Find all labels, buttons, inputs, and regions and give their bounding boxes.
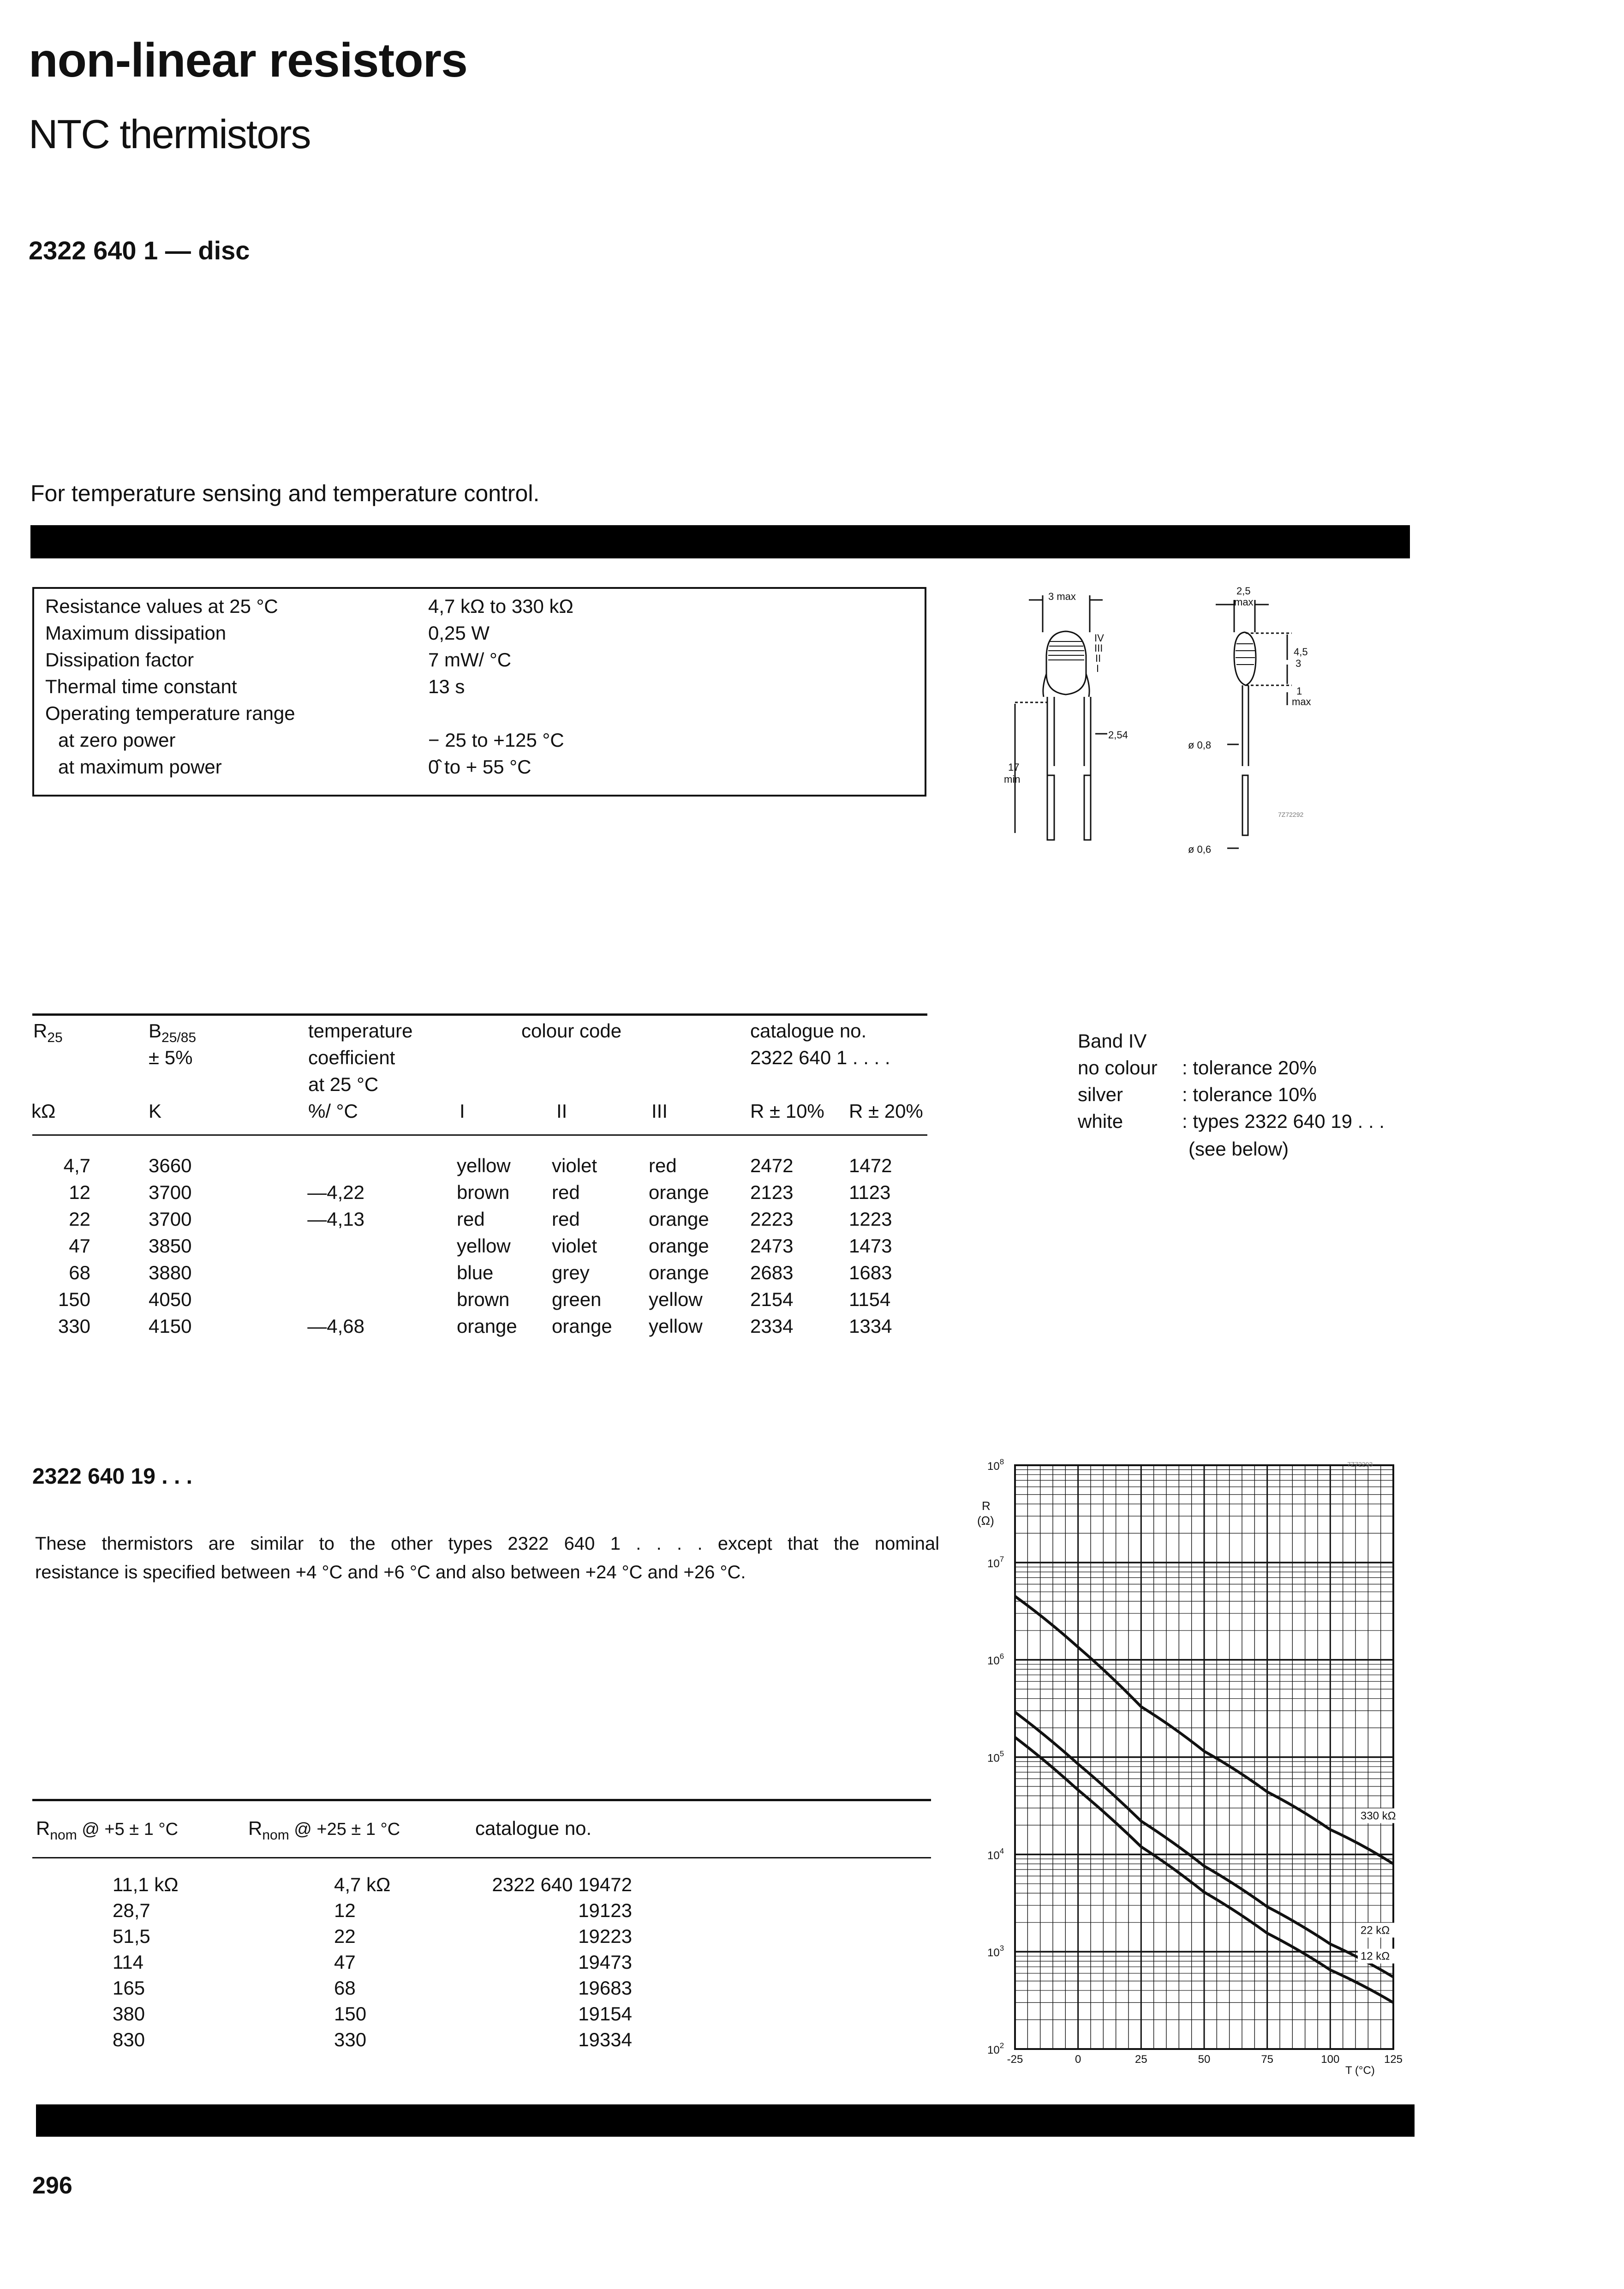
header-r25: $R_{25}$ [33,1020,63,1045]
table-cell: 1472 [849,1155,892,1176]
table-cell: 19683 [578,1977,632,1999]
lead-left-lower [1047,775,1054,840]
table-cell: 2123 [750,1181,794,1203]
y-tick-label: $10^2$ [987,2041,1004,2056]
table-cell: orange [649,1262,709,1283]
x-tick-label: 125 [1384,2053,1403,2066]
table-cell: 47 [334,1951,356,1973]
dim-label: 3 [1296,658,1302,669]
dim-label: 2,54 [1108,729,1128,741]
x-tick-label: 25 [1134,2053,1147,2066]
disc-hatch [1048,641,1084,660]
table-cell: —4,13 [307,1208,364,1230]
lead-right-lower [1084,775,1091,840]
header-unit: kΩ [31,1100,56,1122]
band-note-value: : tolerance 10% [1182,1084,1317,1105]
chart-x-label: T (°C) [1345,2064,1375,2077]
table-cell: 3700 [149,1208,192,1230]
table-cell: 19123 [578,1900,632,1921]
page-subtitle: NTC thermistors [29,111,310,157]
table-cell: green [552,1288,602,1310]
header-band: II [556,1100,567,1122]
table-cell: 2322 640 19472 [492,1874,632,1895]
table-cell: —4,68 [307,1315,364,1337]
x-tick-label: 0 [1075,2053,1081,2066]
band-note-key: white [1078,1110,1123,1132]
table-cell: red [552,1208,580,1230]
page-number: 296 [32,2172,72,2199]
table-cell: 3880 [149,1262,192,1283]
table-cell: 330 [58,1315,90,1337]
table-cell: yellow [457,1155,511,1176]
table-cell: brown [457,1181,510,1203]
table-header-rule [32,1134,927,1136]
table-cell: brown [457,1288,510,1310]
dim-label: 2,5 [1236,585,1251,597]
table-cell: 1473 [849,1235,892,1257]
chart-y-unit: (Ω) [977,1514,994,1528]
table-cell: 150 [334,2003,367,2025]
header-b: $B_{25/85}$ [149,1020,197,1045]
header-catalogue: catalogue no. [750,1020,867,1042]
table-cell: orange [649,1235,709,1257]
table-cell: 114 [113,1951,143,1973]
spec-value: − 25 to +125 °C [428,729,564,751]
table-cell: 2683 [750,1262,794,1283]
disc-body [1046,631,1086,695]
table-cell: yellow [649,1315,703,1337]
table-cell: 1123 [849,1181,891,1203]
table-cell: blue [457,1262,494,1283]
x-tick-label: 50 [1198,2053,1211,2066]
spec-value: 7 mW/ °C [428,649,512,671]
table-cell: violet [552,1155,597,1176]
spec-label: Operating temperature range [45,702,295,724]
page-title: non-linear resistors [29,34,467,87]
table-cell: 12 [69,1181,90,1203]
side-hatch [1236,644,1255,665]
band-label: I [1096,663,1099,674]
dim-label: 3 max [1048,591,1076,602]
table-cell: 19334 [578,2029,632,2050]
series-label: 22 kΩ [1360,1924,1390,1937]
y-tick-label: $10^4$ [987,1846,1004,1862]
table-cell: 22 [334,1925,356,1947]
nom-header-5: $R_{nom}$ @ +5 ± 1 °C [36,1817,179,1843]
section2-heading: 2322 640 19 . . . [32,1464,192,1489]
band-note-key: no colour [1078,1057,1158,1079]
type-heading: 2322 640 1 — disc [29,236,250,265]
chart-curves [1015,1596,1402,2003]
dim-label: 17 [1008,761,1020,773]
table-cell: 12 [334,1900,356,1921]
table-cell: 380 [113,2003,145,2025]
y-tick-label: $10^7$ [987,1554,1004,1570]
series-label: 12 kΩ [1360,1950,1390,1963]
table-cell: 4150 [149,1315,192,1337]
dim-label: ø 0,8 [1188,739,1212,751]
resistance-temperature-chart [969,1440,1412,2077]
header-band: I [460,1100,465,1122]
header-unit: %/ °C [308,1100,358,1122]
table-cell: orange [649,1208,709,1230]
nom-header-25: $R_{nom}$ @ +25 ± 1 °C [248,1817,400,1843]
nom-table-header-rule [32,1857,931,1858]
table-cell: orange [552,1315,612,1337]
spec-label: Maximum dissipation [45,622,227,644]
y-tick-label: $10^8$ [987,1457,1004,1473]
table-cell: 68 [69,1262,90,1283]
band-label: II [1095,653,1101,664]
drawing-ref: 7Z72292 [1278,811,1304,818]
table-cell: 2472 [750,1155,794,1176]
table-cell: 1683 [849,1262,892,1283]
x-tick-label: 100 [1321,2053,1340,2066]
outline-drawing [987,581,1366,868]
spec-label: at maximum power [58,756,222,778]
y-tick-label: $10^5$ [987,1749,1004,1765]
table-cell: grey [552,1262,590,1283]
y-tick-label: $10^3$ [987,1944,1004,1959]
table-cell: 4,7 [63,1155,90,1176]
spec-value: 0,25 W [428,622,490,644]
table-cell: 1154 [849,1288,891,1310]
table-top-rule [32,1013,927,1016]
section2-line2: resistance is specified between +4 °C and +6 °C and also between +24 °C and +26 °C. [35,1562,746,1582]
header-r20: R ± 20% [849,1100,923,1122]
table-cell: yellow [457,1235,511,1257]
table-cell: 3700 [149,1181,192,1203]
spec-label: at zero power [58,729,176,751]
table-cell: red [649,1155,677,1176]
x-tick-label: 75 [1261,2053,1274,2066]
table-cell: 3660 [149,1155,192,1176]
table-cell: 2473 [750,1235,794,1257]
spec-value: 13 s [428,676,465,697]
spec-label: Thermal time constant [45,676,237,697]
header-band: III [651,1100,668,1122]
table-cell: 19473 [578,1951,632,1973]
header-temp: temperature [308,1020,413,1042]
table-cell: 830 [113,2029,145,2050]
band-label: III [1094,642,1103,654]
spec-label: Resistance values at 25 °C [45,595,278,617]
band-note-title: Band IV [1078,1030,1147,1052]
table-cell: 165 [113,1977,145,1999]
table-cell: 19154 [578,2003,632,2025]
table-cell: 2223 [750,1208,794,1230]
table-cell: 2154 [750,1288,794,1310]
table-cell: 2334 [750,1315,794,1337]
band-note-key: silver [1078,1084,1123,1105]
band-note-see: (see below) [1188,1138,1289,1160]
dim-label: max [1234,596,1254,608]
table-cell: 51,5 [113,1925,150,1947]
table-cell: orange [457,1315,517,1337]
dim-label: 1 [1296,685,1302,697]
header-b-tol: ± 5% [149,1047,193,1068]
table-cell: 3850 [149,1235,192,1257]
chart-ref: 7Z72293 [1347,1461,1373,1468]
header-temp: coefficient [308,1047,395,1068]
dim-label: min [1004,773,1021,785]
table-cell: 1334 [849,1315,892,1337]
table-cell: 330 [334,2029,367,2050]
table-cell: 68 [334,1977,356,1999]
band-note-value: : tolerance 20% [1182,1057,1317,1079]
nom-table-top-rule [32,1799,931,1801]
bottom-black-bar [36,2104,1415,2137]
table-cell: 150 [58,1288,90,1310]
table-cell: 4,7 kΩ [334,1874,391,1895]
table-cell: 19223 [578,1925,632,1947]
spec-value: 0̂ to + 55 °C [428,756,531,778]
dim-label: 4,5 [1294,646,1308,658]
band-note-value: : types 2322 640 19 . . . [1182,1110,1385,1132]
table-cell: —4,22 [307,1181,364,1203]
header-temp: at 25 °C [308,1073,379,1095]
chart-y-label: R [982,1499,991,1513]
header-r10: R ± 10% [750,1100,824,1122]
table-cell: red [552,1181,580,1203]
table-cell: violet [552,1235,597,1257]
header-unit: K [149,1100,162,1122]
y-tick-label: $10^6$ [987,1652,1004,1667]
top-black-bar [30,525,1410,558]
spec-label: Dissipation factor [45,649,194,671]
series-label: 330 kΩ [1360,1810,1396,1822]
table-cell: 22 [69,1208,90,1230]
spec-value: 4,7 kΩ to 330 kΩ [428,595,573,617]
table-cell: 4050 [149,1288,192,1310]
nom-header-catalogue: catalogue no. [475,1817,592,1839]
intro-text: For temperature sensing and temperature control. [30,480,540,506]
section2-line1: These thermistors are similar to the other types 2322 640 1 . . . . except that the nominal [35,1534,939,1554]
side-lead-lower [1242,775,1248,835]
table-cell: orange [649,1181,709,1203]
table-cell: 1223 [849,1208,892,1230]
band-label: IV [1094,632,1104,644]
table-cell: yellow [649,1288,703,1310]
dim-label: ø 0,6 [1188,844,1212,855]
header-colour: colour code [521,1020,622,1042]
table-cell: 47 [69,1235,90,1257]
header-catalogue: 2322 640 1 . . . . [750,1047,890,1068]
x-tick-label: -25 [1007,2053,1023,2066]
dim-label: max [1292,696,1311,707]
table-cell: 28,7 [113,1900,150,1921]
side-body [1234,632,1256,685]
table-cell: 11,1 kΩ [113,1874,179,1895]
table-cell: red [457,1208,485,1230]
